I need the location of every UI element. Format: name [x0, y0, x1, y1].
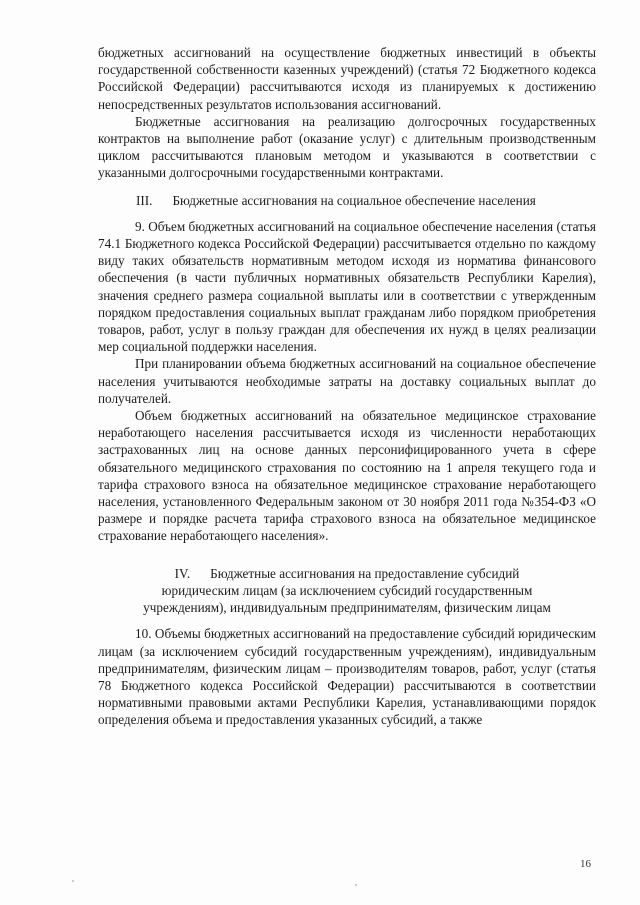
paragraph-medical-insurance: Объем бюджетных ассигнований на обязательное медицинское страхование неработающего населения рассчитывается исходя из численности неработающих застрахованных лиц на основе данных персонифицированного учета в сфере обязательного медицинского страхования по состоянию на 1 апреля текущего года и тарифа страхового взноса на обязательное медицинское страхование неработающего населения, установленного Федеральным законом от 30 ноября 2011 года №354-ФЗ «О размере и порядке расчета тарифа страхового взноса на обязательное медицинское страхование неработающего населения». — [98, 408, 596, 544]
scan-speck — [355, 884, 357, 886]
section-heading-4 — [98, 565, 596, 617]
section-number: IV. — [174, 565, 191, 581]
section-heading-3 — [98, 192, 596, 209]
paragraph-9: 9. Объем бюджетных ассигнований на социальное обеспечение населения (статья 74.1 Бюджетного кодекса Российской Федерации) рассчитывается отдельно по каждому виду таких обязательств нормативным методом исходя из норматива финансового обеспечения (в части публичных нормативных обязательств Республики Карелия), значения среднего размера социальной выплаты или в соответствии с утвержденным порядком предоставления социальных выплат гражданам либо порядком приобретения товаров, работ, услуг в пользу граждан для обеспечения их нужд в целях реализации мер социальной поддержки населения. — [98, 218, 596, 355]
page-body — [98, 44, 596, 729]
paragraph-long-term-contracts: Бюджетные ассигнования на реализацию долгосрочных государственных контрактов на выполнение работ (оказание услуг) с длительным производственным циклом рассчитываются плановым методом и указываются в соответствии с указанными долгосрочными государственными контрактами. — [98, 113, 596, 181]
section-title-line-2: юридическим лицам (за исключением субсидий государственным — [161, 582, 533, 598]
section-title: Бюджетные ассигнования на социальное обеспечение населения — [172, 192, 536, 208]
section-title-line-3: учреждениям), индивидуальным предпринимателям, физическим лицам — [143, 600, 551, 616]
paragraph-continuation: бюджетных ассигнований на осуществление бюджетных инвестиций в объекты государственной собственности казенных учреждений) (статья 72 Бюджетного кодекса Российской Федерации) рассчитываются исходя из планируемых к достижению непосредственных результатов использования ассигнований. — [98, 45, 596, 112]
section-number: III. — [136, 192, 153, 208]
scan-speck — [72, 880, 74, 882]
section-title-line-1: IV. Бюджетные ассигнования на предоставление субсидий — [174, 565, 520, 581]
paragraph-10: 10. Объемы бюджетных ассигнований на предоставление субсидий юридическим лицам (за исключением субсидий государственным учреждениям), индивидуальным предпринимателям, физическим лицам – производителям товаров, работ, услуг (статья 78 Бюджетного кодекса Российской Федерации) рассчитываются в соответствии нормативными правовыми актами Республики Карелия, устанавливающими порядок определения объема и предоставления указанных субсидий, а также — [98, 626, 596, 728]
paragraph-delivery-costs: При планировании объема бюджетных ассигнований на социальное обеспечение населения учитываются необходимые затраты на доставку социальных выплат до получателей. — [98, 356, 596, 406]
page-number: 16 — [580, 858, 591, 870]
